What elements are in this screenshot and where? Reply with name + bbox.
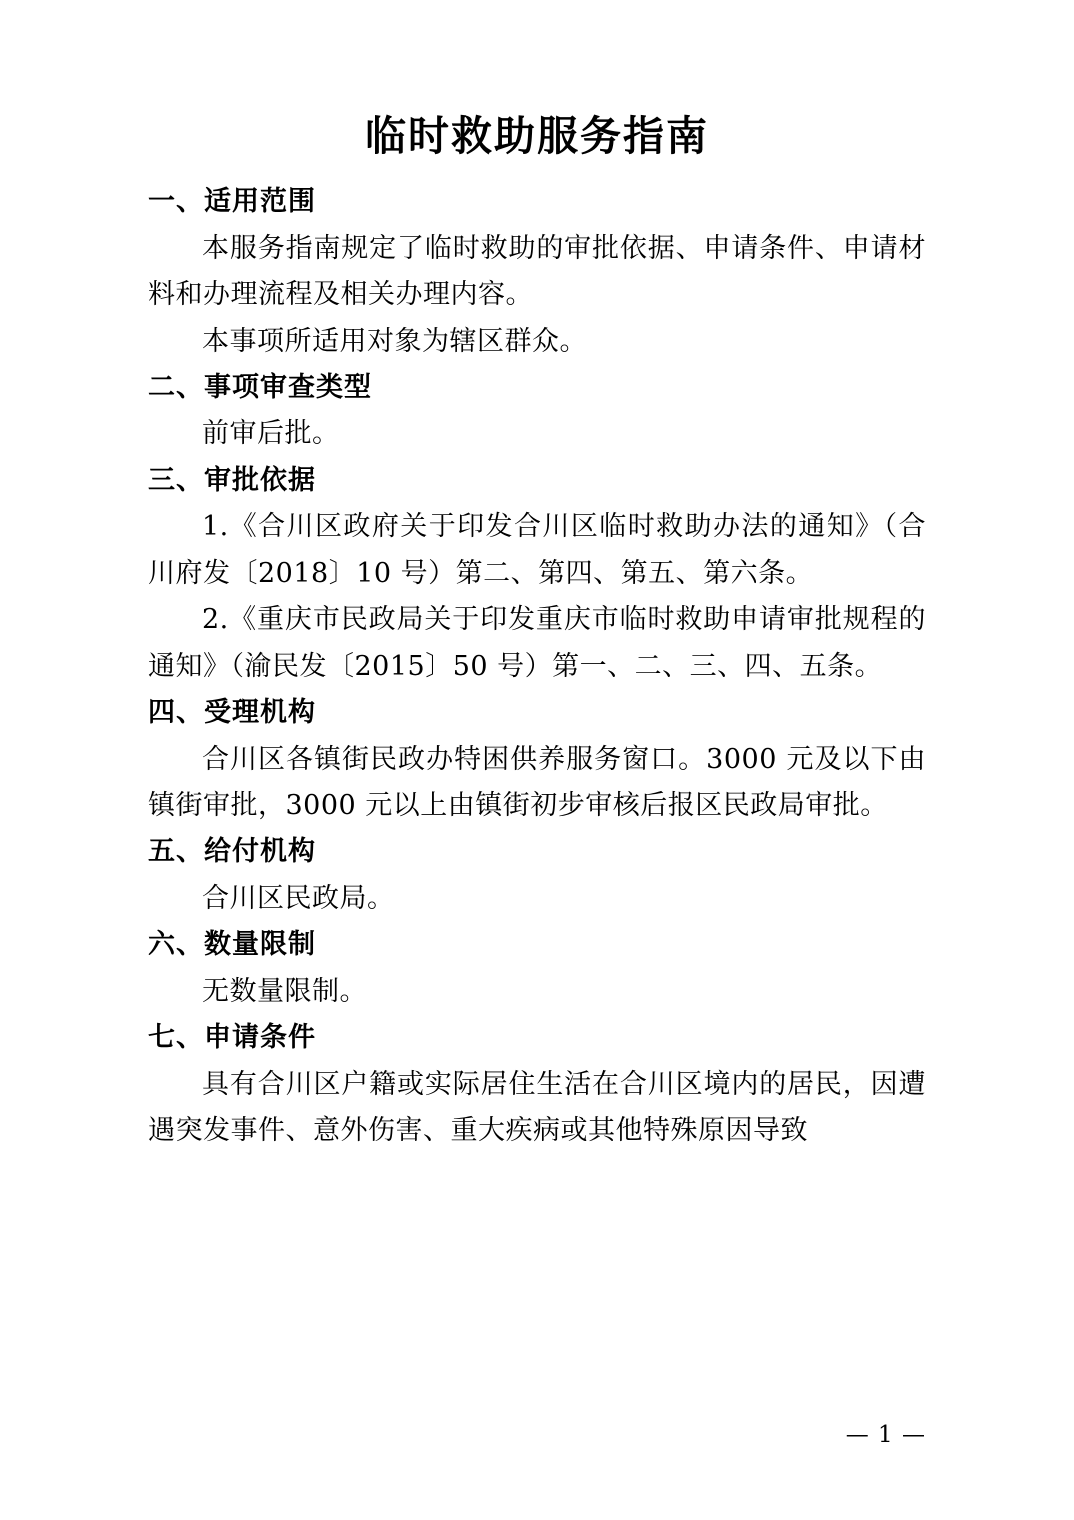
section-heading-paying-agency: 五、给付机构	[148, 836, 316, 868]
section-heading-quantity-limit: 六、数量限制	[148, 929, 316, 961]
paragraph-quantity-limit: 无数量限制。	[202, 975, 367, 1007]
section-heading-review-type: 二、事项审查类型	[148, 372, 372, 404]
paragraph-accepting-agency: 合川区各镇街民政办特困供养服务窗口。3000 元及以下由镇街审批，3000 元以上由镇街初步审核后报区民政局审批。	[148, 743, 926, 821]
paragraph-application-conditions: 具有合川区户籍或实际居住生活在合川区境内的居民，因遭遇突发事件、意外伤害、重大疾病或其他特殊原因导致	[148, 1068, 926, 1147]
paragraph-scope-2: 本事项所适用对象为辖区群众。	[202, 325, 587, 357]
paragraph-scope-1: 本服务指南规定了临时救助的审批依据、申请条件、申请材料和办理流程及相关办理内容。	[148, 232, 926, 311]
paragraph-approval-basis-2: 2.《重庆市民政局关于印发重庆市临时救助申请审批规程的通知》（渝民发〔2015〕50 号）第一、二、三、四、五条。	[148, 604, 926, 682]
section-heading-approval-basis: 三、审批依据	[148, 464, 316, 496]
page-number: — 1 —	[845, 1422, 926, 1448]
paragraph-review-type: 前审后批。	[202, 418, 340, 450]
section-heading-applicable-scope: 一、适用范围	[148, 186, 316, 218]
section-heading-accepting-agency: 四、受理机构	[148, 697, 316, 729]
document-body	[148, 179, 926, 1154]
paragraph-approval-basis-1: 1.《合川区政府关于印发合川区临时救助办法的通知》（合川府发〔2018〕10 号）第二、第四、第五、第六条。	[148, 511, 926, 589]
page-title: 临时救助服务指南	[365, 112, 709, 160]
paragraph-paying-agency: 合川区民政局。	[202, 882, 395, 914]
section-heading-application-conditions: 七、申请条件	[148, 1022, 316, 1054]
